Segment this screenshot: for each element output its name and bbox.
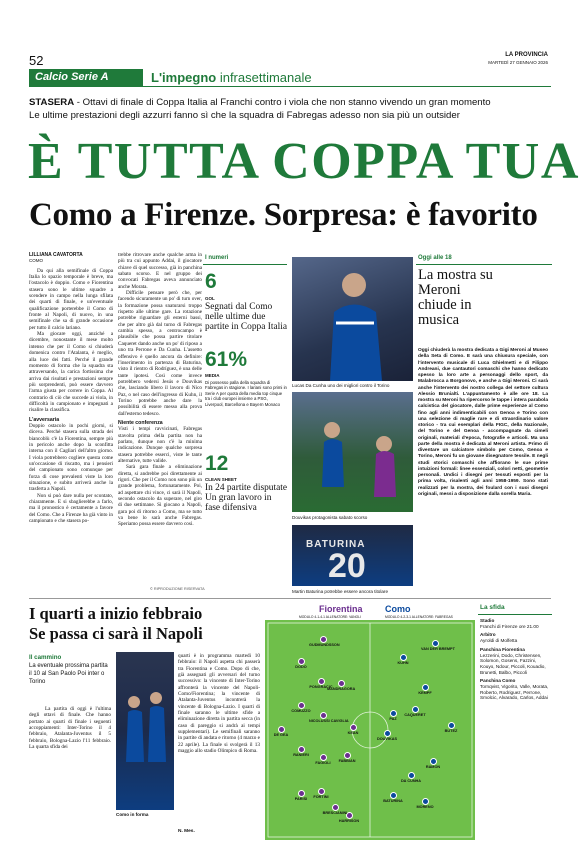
home-player-marker	[344, 752, 351, 759]
away-bench-label: Panchina Como	[480, 678, 516, 684]
home-player-marker	[320, 712, 327, 719]
home-module: MODULO 4-1-4-1 ALLENATORE: VANOLI	[299, 615, 361, 619]
article-paragraph: Difficile pensare però che, per facendo sicuramente un po' di turn over, la formazione possa snaturarsi troppo rispetto alle ultime gare. La rotazione potrebbe riguardare gli esterni bassi, che per altro già dal turno di Fabregas cambia spesso, a centrocampo è plausibile che possa partire titolare Caqueret dando anche un po' di riposo a uno tra Perrone e Da Cunha. L'assetto offensivo è quello ancora da definire: l'inserimento in partenza di Baturina, visto il rientro di Rodríguez, è una delle tante ipotesi. Così come invece potrebbero vedersi Jesús e Douvikas che, lasciando libero il lavoro di Nico Paz, o nel caso dell'ingresso di Kuhn, il Torino potrebbe anche dare la possibilità di essere messo alla prova dall'esterno tedesco.	[118, 290, 202, 417]
page-number: 52	[29, 53, 44, 68]
sfida-details	[480, 618, 550, 701]
home-player-name: PONGRACIC	[309, 685, 333, 689]
away-player	[421, 640, 455, 651]
arbitro-label: Arbitro	[480, 632, 496, 638]
sfida-box	[478, 604, 552, 840]
photo-da-cunha	[292, 257, 413, 381]
photo-caption: Como in forma	[116, 812, 149, 817]
home-player-name: BRESCIANINI	[322, 811, 348, 815]
bottom-headline-2: Se passa ci sarà il Napoli	[29, 624, 203, 643]
home-player-marker	[298, 746, 305, 753]
article-paragraph: Non si può dare nulla per scontato, chiaramente. E si sbaglierebbe a farlo, ma il pronostico è certamente a favore del Como. Che a Firenze ha già vinto in campionato e che stasera po-	[29, 492, 113, 525]
bottom-column-2: quarti è in programma martedì 10 febbraio: il Napoli aspetta chi passerà tra Fiorentina e Como. Dopo di che, già assegnati gli avversari del turno successivo: la vincente di Inter-Torino affronterà la vincente del Napoli-Como/Fiorentina; la vincente di Atalanta-Juventus incontrerà la vincente di Bologna-Lazio. I quarti di finale saranno le ultime sfide a eliminazione diretta in partita secca (in caso di pareggio si andrà ai tempi supplementari). Le semifinali saranno in partite di andata e ritorno (4 marzo e 22 aprile). La finale si svolgerà il 13 maggio allo stadio Olimpico di Roma.	[178, 653, 260, 755]
numbers-box	[203, 252, 289, 592]
cammino-title: Il cammino	[29, 654, 62, 661]
subsection-bold: L'impegno	[151, 70, 217, 85]
player-silhouette	[292, 392, 413, 512]
away-player	[411, 798, 439, 809]
sidebar-title: La mostra su Meroni chiude in musica	[418, 267, 493, 328]
home-player-name: RANIERI	[293, 753, 309, 757]
headline: È TUTTA COPPA TUA	[28, 133, 580, 190]
away-player-marker	[390, 792, 397, 799]
bottom-rule	[29, 598, 551, 599]
away-player-marker	[432, 640, 439, 647]
away-player-marker	[448, 722, 455, 729]
home-player	[333, 752, 361, 763]
article-paragraph: Ma giocare oggi, anziché a dicembre, nonostante il mese molto intenso che per il Como si chiuderà domenica contro l'Atalanta, è meglio, alla luce dei fatti. Perché il grande momento di forma che la squadra sta attraversando, la carica fortissima che arriva dai risultati e prestazioni sempre più sorprendenti, può essere davvero l'arma giusta per correre in Coppa. Al contrario di ciò che succede ai viola, in difficoltà in campionato e impegnati a risalire la classifica.	[29, 331, 113, 414]
bottom-signature: N. Mes.	[178, 829, 195, 834]
away-player-name: KEMPF	[418, 691, 432, 695]
home-player	[267, 726, 295, 737]
jersey-name: BATURINA	[306, 539, 366, 550]
away-player-name: RAMON	[425, 765, 441, 769]
section-bar	[29, 69, 551, 86]
away-player-marker	[422, 798, 429, 805]
away-player-name: MORENO	[416, 805, 434, 809]
issue-date: MARTEDÌ 27 GENNAIO 2026	[488, 60, 548, 65]
byline: LILLIANA CAVATORTA	[29, 252, 83, 258]
article-column-2	[118, 252, 202, 586]
home-player	[339, 724, 367, 735]
home-player	[287, 658, 315, 669]
photo-caption: Douvikas protagonista sabato scorso	[292, 515, 368, 520]
home-player-marker	[320, 636, 327, 643]
away-player-name: VAN DER BREMPT	[421, 647, 455, 651]
away-player	[397, 772, 425, 783]
home-player-marker	[298, 790, 305, 797]
home-bench: Lezzerini, Dodo, Christensen, Solomon, Gosens, Fazzini, Kouyo, Ndour, Piccoli, Kouadio, Brunetti, Balbo, Piccoli	[480, 652, 546, 675]
stat-tag: GOL	[205, 296, 215, 301]
home-player-marker	[332, 804, 339, 811]
sfida-title: La sfida	[480, 604, 505, 611]
section-rule	[29, 86, 551, 87]
team-silhouette	[116, 652, 174, 810]
stadio-value: Franchi di Firenze ore 21.00	[480, 623, 539, 629]
bottom-column-1: La partita di oggi è l'ultima degli ottavi di finale. Che hanno portato ai quarti di finale i seguenti accoppiamenti: Inter-Torino il 4 febbraio, Atalanta-Juventus il 5 febbraio, Bologna-Lazio l'11 febbraio. La quarta sfida dei	[29, 706, 111, 751]
pitch	[265, 620, 475, 840]
numbers-title: I numeri	[205, 255, 229, 261]
away-player	[419, 758, 447, 769]
away-player-marker	[384, 730, 391, 737]
subsection-label	[151, 69, 312, 86]
photo-como-team	[116, 652, 174, 810]
away-player	[411, 684, 439, 695]
stat-value: 6	[205, 270, 217, 293]
home-player-marker	[350, 724, 357, 731]
away-player-marker	[422, 684, 429, 691]
stat-value: 61%	[205, 348, 248, 371]
numbers-rule	[203, 264, 287, 265]
sidebar-rule	[416, 264, 552, 265]
sidebar-body: Oggi chiuderà la mostra dedicata a Gigi Meroni al Museo della Seta di Como. E sarà una chiusura speciale, con l'intervento musicale di Luca Ghielmetti e di Filippo Andreani, due cantautori comaschi che hanno dedicato spesso la loro arte a personaggi dello sport, da Malabrocca a Borgonovo, e anche a Gigi Meroni. Ci sarà anche l'intervento dei nostro collega del settore cultura Alessio Brunialti. L'appuntamento è alle ore 18. La mostra su Meroni ha ripercorso le tappe i intera parabola calcistica del giocatore, dalle prime esperienze al Como fino agli anni indimenticabili con Genoa e Torino con una selezione di maglie rare e di straordinario valore storico - tra cui esemplari della FIGC, della Nazionale, del Torino e del Genoa - accompagnate da cimeli originali, materiali d'epoca, fotografie e articoli. Ma una parte della mostra è dedicata al Meroni artista. Primo di diventare un calciatore simbolo per Como, Genoa e Torino, Meroni fu un giovane disegnatore tessile. E negli studi storici comaschi che affiorano le sue prime intuizioni formali: linee essenziali, colori netti, geometrie personali. Undici i disegni per tessuti esposti per la prima volta, risalenti agli anni 1958-1959. Sono stati realizzati per la mostra, dei foulard con i suoi disegni originali, messi a disposizione dalla sorella Maria.	[418, 348, 548, 497]
photo-baturina	[292, 525, 413, 586]
home-player-marker	[318, 788, 325, 795]
away-player-name: BUTEZ	[444, 729, 458, 733]
home-player-marker	[338, 680, 345, 687]
stat-tag: MEDIA	[205, 373, 220, 378]
away-player-name: KUHN	[397, 661, 409, 665]
bottom-headline-1: I quarti a inizio febbraio	[29, 604, 203, 623]
away-player	[389, 654, 417, 665]
away-team-name: Como	[385, 604, 411, 614]
home-player-name: KEAN	[347, 731, 359, 735]
formation-box	[265, 604, 475, 840]
stat-tag: CLEAN SHEET	[205, 477, 237, 482]
sidebar-box	[416, 252, 552, 592]
home-player-marker	[320, 754, 327, 761]
away-player-marker	[400, 654, 407, 661]
home-player-marker	[318, 678, 325, 685]
sidebar-tag: Oggi alle 18	[418, 255, 452, 261]
away-player-marker	[390, 710, 397, 717]
newspaper-brand: LA PROVINCIA	[505, 52, 548, 58]
kicker-label: STASERA	[29, 97, 75, 108]
home-player-marker	[298, 658, 305, 665]
photo-caption: Lucas Da Cunha uno dei migliori contro il Torino	[292, 383, 390, 388]
stat-value: 12	[205, 452, 229, 475]
player-silhouette	[292, 257, 413, 381]
home-player	[321, 804, 349, 815]
article-paragraph: Da qui alla semifinale di Coppa Italia lo spazio temporale è breve, ma l'ostacolo è doppio. Como e Fiorentina stasera sono le ultime squadre a scendere in campo nella lunga sfilata dei quarti di finale, e un'eventuale qualificazione porterebbe il Como di fronte al Napoli, di nuovo, in una semifinale che sa di grande occasione per tutto il calcio lariano.	[29, 267, 113, 331]
away-player-marker	[408, 772, 415, 779]
home-player-name: FAGIOLI	[315, 761, 331, 765]
home-player-name: MANDRAGORA	[327, 687, 356, 691]
home-player-name: GUDMUNDSSON	[309, 643, 340, 647]
away-bench: Tornqvist, Vigorito, Valle, Morata, Roberto, Rodriguez, Perrone, Smolcic, Alvarado, Carlos, Addai	[480, 684, 549, 701]
photo-caption: Martin Baturina potrebbe essere ancora titolare	[292, 589, 389, 594]
home-player-name: PARISI	[294, 797, 308, 801]
stat-text: Segnati dal Como nelle ultime due partite in Coppa Italia	[205, 302, 288, 332]
stat-text: In 24 partite disputate Un gran lavoro in fase difensiva	[205, 483, 288, 513]
article-paragraph: Doppio ostacolo in pochi giorni, si diceva. Perché stasera sulla strada dei biancoblù c'è la Fiorentina, sempre più in pericolo anche dopo la sconfitta interna con il Cagliari dell'altro giorno. I viola potrebbero cogliere questa come un'occasione di riscatto, ma i pensieri del campionato sono comunque per forza di cose prevalenti viste la loro situazione, e subito arriverà anche la trasferta a Napoli.	[29, 422, 113, 493]
article-paragraph: Visti i tempi ravvicinati, Fabregas stavolta prima della partita non ha parlato, dunque non c'è la minima indicazione. Dunque qualche sorpresa stasera potrebbe esserci, viste le tante alternative, tutte valide.	[118, 426, 202, 464]
section-label: Calcio Serie A	[29, 69, 143, 86]
home-player	[309, 712, 349, 723]
away-player	[379, 792, 407, 803]
sfida-rule	[478, 614, 552, 615]
home-player-name: FABBIAN	[338, 759, 356, 763]
away-player	[373, 730, 401, 741]
photo-douvikas	[292, 392, 413, 512]
home-player	[327, 680, 355, 691]
home-player-name: NICOLUSSI CAVIGLIA	[309, 719, 349, 723]
kicker-line1: - Ottavi di finale di Coppa Italia al Franchi contro i viola che non stanno vivendo un gran momento	[74, 97, 491, 108]
away-player-name: DA CUNHA	[400, 779, 422, 783]
home-player-marker	[298, 702, 305, 709]
home-bench-label: Panchina Fiorentina	[480, 646, 525, 652]
home-player-marker	[278, 726, 285, 733]
home-player-name: HARRISON	[338, 819, 360, 823]
away-player	[437, 722, 465, 733]
home-player-name: DODO	[295, 665, 307, 669]
stat-small-text: Di possesso palla della squadra di Fabregas in stagione. I lariani sono primi in Serie A per quota della media top cinque tra i club europei insieme a PSG, Liverpool, Barcellona e Bayern Monaco	[205, 380, 287, 407]
home-player	[307, 788, 335, 799]
away-player-name: DOUVIKAS	[376, 737, 398, 741]
cammino-text: La eventuale prossima partita il 10 al San Paolo Poi inter o Torino	[29, 663, 108, 685]
copyright: © RIPRODUZIONE RISERVATA	[150, 587, 205, 591]
away-player-name: BATURINA	[383, 799, 403, 803]
article-subheading: Niente conferenza	[118, 419, 163, 426]
kicker	[29, 97, 551, 122]
jersey-number: 20	[328, 547, 366, 585]
away-module: MODULO 4-2-3-1 ALLENATORE: FABREGAS	[385, 615, 453, 619]
dateline: COMO	[29, 258, 43, 264]
home-player-name: COMUZZO	[291, 709, 311, 713]
subheadline: Como a Firenze. Sorpresa: è favorito	[29, 197, 538, 233]
home-player	[309, 636, 340, 647]
home-player-name: FORTINI	[313, 795, 329, 799]
away-player	[379, 710, 407, 721]
home-player-name: DE GEA	[273, 733, 289, 737]
article-paragraph: Sarà gara finale a eliminazione diretta, si andrebbe poi direttamente ai rigori. Che per il Como non sono più un grande problema, fortunatamente. Poi, ad aspettare chi vince, ci sarà il Napoli, secondo ostacolo da superare, nel giro di due settimane. Si giocano a Napoli, gara poi di ritorno a Como, ma se tutto va bene lo sarà anche Fabregas. Speriamo possa essere davvero così.	[118, 464, 202, 528]
kicker-line2: Le ultime prestazioni degli azzurri fanno sì che la squadra di Fabregas adesso non sia più un outsider	[29, 109, 460, 121]
away-player-name: CAQUERET	[404, 713, 426, 717]
subsection-light: infrasettimanale	[219, 70, 312, 85]
home-team-name: Fiorentina	[319, 604, 363, 614]
article-paragraph: trebbe ritrovare anche qualche arma in più tra cui appunto Addai, il giocatore chiave di quel successo, già in panchina sabato scorso. E nel gruppo dei convocati Fabregas aveva annunciato anche Morata.	[118, 252, 202, 290]
article-subheading: L'avversaria	[29, 416, 60, 423]
away-player-marker	[412, 706, 419, 713]
away-player-name: PAZ	[389, 717, 397, 721]
stadio-label: Stadio	[480, 618, 495, 623]
arbitro-value: Ayroldi di Molfetta	[480, 638, 518, 644]
away-player-marker	[430, 758, 437, 765]
article-column-1	[29, 252, 113, 586]
